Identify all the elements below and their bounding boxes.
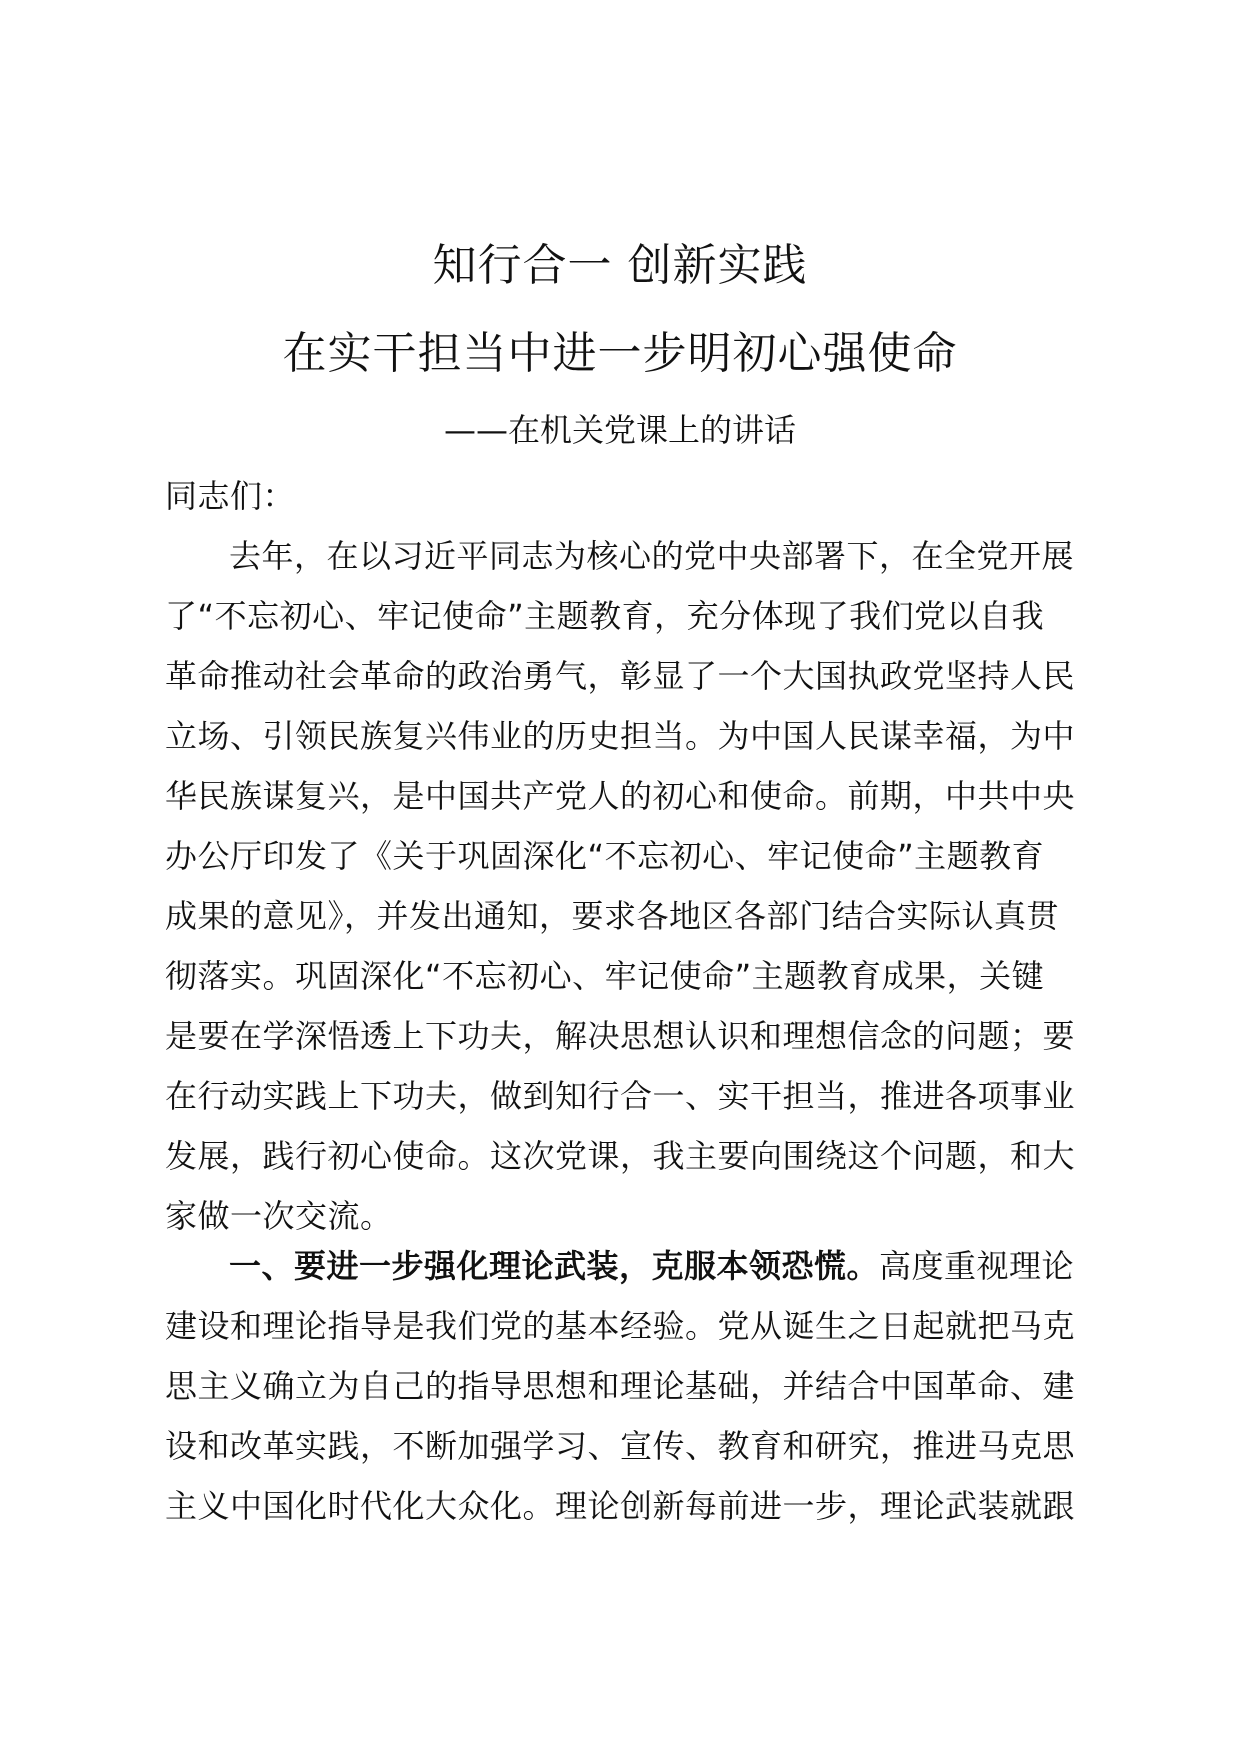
paragraph-line: 主义中国化时代化大众化。理论创新每前进一步，理论武装就跟: [165, 1487, 1076, 1525]
paragraph-line: 发展，践行初心使命。这次党课，我主要向围绕这个问题，和大: [165, 1137, 1076, 1175]
document-subtitle: ——在机关党课上的讲话: [443, 411, 796, 449]
paragraph-line: 去年，在以习近平同志为核心的党中央部署下，在全党开展: [229, 537, 1075, 575]
section-heading: 一、要进一步强化理论武装，克服本领恐慌。: [229, 1247, 880, 1285]
paragraph-1: [165, 526, 1105, 1246]
paragraph-line-rest: 高度重视理论: [879, 1247, 1075, 1285]
salutation: 同志们：: [165, 477, 296, 515]
paragraph-line: 在行动实践上下功夫，做到知行合一、实干担当，推进各项事业: [165, 1077, 1076, 1115]
paragraph-line: 办公厅印发了《关于巩固深化“不忘初心、牢记使命”主题教育: [165, 837, 1045, 875]
paragraph-line: 成果的意见》，并发出通知，要求各地区各部门结合实际认真贯: [165, 897, 1060, 935]
paragraph-2: [165, 1236, 1105, 1536]
paragraph-line: 立场、引领民族复兴伟业的历史担当。为中国人民谋幸福，为中: [165, 717, 1076, 755]
paragraph-line: 彻落实。巩固深化“不忘初心、牢记使命”主题教育成果，关键: [165, 957, 1045, 995]
document-title-line-1: 知行合一 创新实践: [432, 240, 808, 291]
paragraph-first-line: [165, 1236, 1105, 1296]
paragraph-line: 了“不忘初心、牢记使命”主题教育，充分体现了我们党以自我: [165, 597, 1045, 635]
document-title-line-2: 在实干担当中进一步明初心强使命: [282, 328, 958, 379]
paragraph-line: 建设和理论指导是我们党的基本经验。党从诞生之日起就把马克: [165, 1307, 1076, 1345]
paragraph-line: 思主义确立为自己的指导思想和理论基础，并结合中国革命、建: [165, 1367, 1076, 1405]
paragraph-line: 设和改革实践，不断加强学习、宣传、教育和研究，推进马克思: [165, 1427, 1076, 1465]
paragraph-line: 家做一次交流。: [165, 1197, 393, 1235]
paragraph-line: 革命推动社会革命的政治勇气，彰显了一个大国执政党坚持人民: [165, 657, 1076, 695]
paragraph-line: 是要在学深悟透上下功夫，解决思想认识和理想信念的问题；要: [165, 1017, 1076, 1055]
paragraph-line: 华民族谋复兴，是中国共产党人的初心和使命。前期，中共中央: [165, 777, 1076, 815]
